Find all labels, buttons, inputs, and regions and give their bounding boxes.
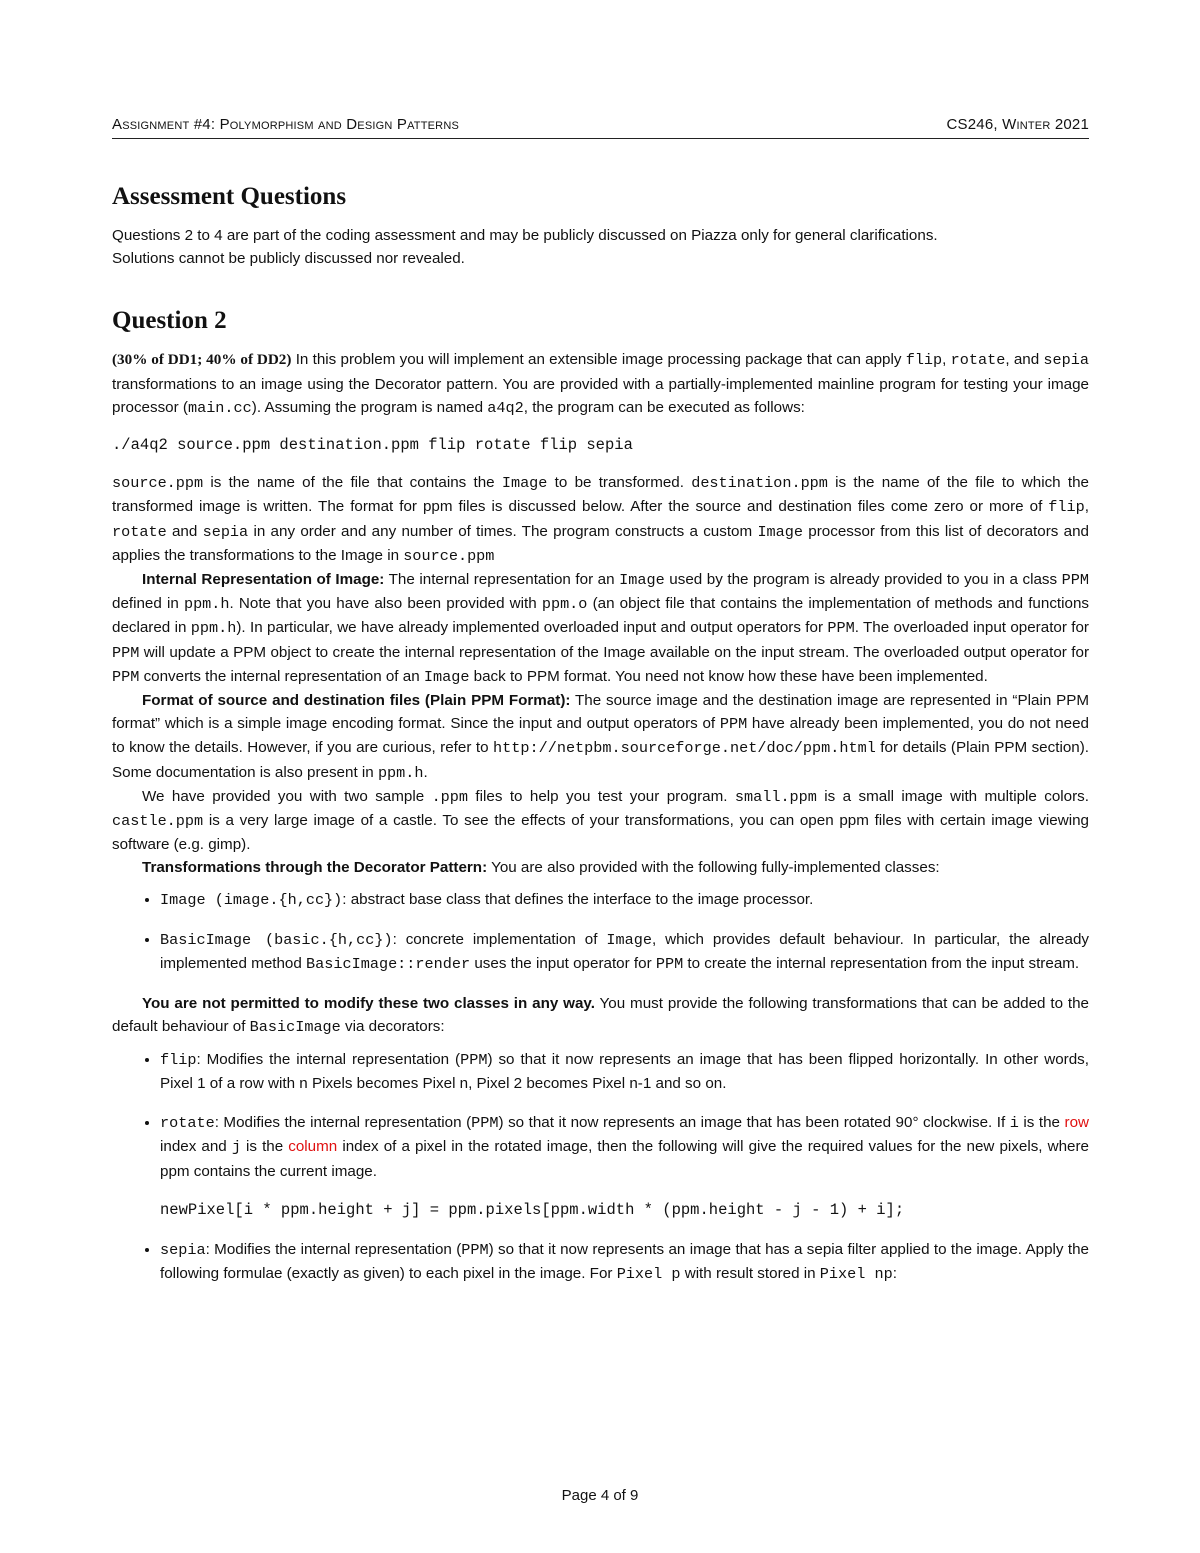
weight-label: (30% of DD1; 40% of DD2) [112, 351, 292, 369]
rotate-formula: newPixel[i * ppm.height + j] = ppm.pixels[ppm.width * (ppm.height - j - 1) + i]; [160, 1200, 905, 1219]
command-example: ./a4q2 source.ppm destination.ppm flip rotate flip sepia [112, 436, 633, 455]
page-number: Page 4 of 9 [561, 1487, 639, 1504]
decorator-pattern-paragraph: Transformations through the Decorator Pattern: You are also provided with the following fully-implemented classes: [142, 859, 940, 877]
list-item: • Image (image.{h,cc}): abstract base class that defines the interface to the image processor. [160, 888, 1089, 912]
list-item: • flip: Modifies the internal representation (PPM) so that it now represents an image that has been flipped horizontally. In other words, Pixel 1 of a row with n Pixels becomes Pixel n, Pixel 2 becomes Pixel n-1 and so on. [160, 1048, 1089, 1095]
list-item: • BasicImage (basic.{h,cc}): concrete implementation of Image, which provides default behaviour. In particular, the already implemented method BasicImage::render uses the input operator for PPM to create the internal representation from the input stream. [160, 928, 1089, 976]
sample-files-paragraph: We have provided you with two sample .ppm files to help you test your program. small.ppm is a small image with multiple colors. castle.ppm is a very large image of a castle. To see the effects of your transformations, you can open ppm files with certain image viewing software (e.g. gimp). [112, 787, 1089, 854]
assessment-intro: Questions 2 to 4 are part of the coding assessment and may be publicly discussed on Piazza only for general clarifications. Solutions cannot be publicly discussed nor revealed. [112, 227, 938, 268]
question-intro-paragraph: (30% of DD1; 40% of DD2) In this problem you will implement an extensible image processing package that can apply flip, rotate, and sepia transformations to an image using the Decorator pattern. You are provided with a partially-implemented mainline program for testing your image processor (main.cc). Assuming the program is named a4q2, the program can be executed as follows: [112, 351, 1089, 417]
restriction-paragraph: You are not permitted to modify these two classes in any way. You must provide the following transformations that can be added to the default behaviour of BasicImage via decorators: [112, 995, 1089, 1037]
page-body [112, 180, 1089, 1302]
header-assignment-title: Assignment #4: Polymorphism and Design Patterns [112, 116, 459, 133]
program-description-paragraph: source.ppm is the name of the file that contains the Image to be transformed. destination.ppm is the name of the file to which the transformed image is written. The format for ppm files is discussed below. After the source and destination files come zero or more of flip, rotate and sepia in any order and any number of times. The program constructs a custom Image processor from this list of decorators and applies the transformations to the Image in source.ppm [112, 474, 1089, 565]
internal-representation-paragraph: Internal Representation of Image: The internal representation for an Image used by the program is already provided to you in a class PPM defined in ppm.h. Note that you have also been provided with ppm.o (an object file that contains the implementation of methods and functions declared in ppm.h). In particular, we have already implemented overloaded input and output operators for PPM. The overloaded input operator for PPM will update a PPM object to create the internal representation of the Image available on the input stream. The overloaded output operator for PPM converts the internal representation of an Image back to PPM format. You need not know how these have been implemented. [112, 571, 1089, 686]
provided-classes-list [112, 888, 1089, 977]
list-item: • rotate: Modifies the internal representation (PPM) so that it now represents an image that has been rotated 90° clockwise. If i is the row index and j is the column index of a pixel in the rotated image, then the following will give the required values for the new pixels, where ppm contains the current image. newPixel[i * ppm.height + j] = ppm.pixels[ppm.width * (ppm.height - j - 1) + i]; [160, 1111, 1089, 1222]
header-course: CS246, Winter 2021 [946, 116, 1089, 133]
running-header [112, 116, 1089, 139]
row-highlight: row [1064, 1114, 1089, 1132]
transformations-list [112, 1048, 1089, 1287]
question-heading: Question 2 [112, 307, 227, 335]
list-item: • sepia: Modifies the internal representation (PPM) so that it now represents an image that has a sepia filter applied to the image. Apply the following formulae (exactly as given) to each pixel in the image. For Pixel p with result stored in Pixel np: [160, 1238, 1089, 1286]
column-highlight: column [288, 1138, 338, 1156]
assessment-heading: Assessment Questions [112, 183, 347, 210]
netpbm-link[interactable]: http://netpbm.sourceforge.net/doc/ppm.html [493, 739, 876, 758]
file-format-paragraph: Format of source and destination files (Plain PPM Format): The source image and the destination image are represented in “Plain PPM format” which is a simple image encoding format. Since the input and output operators of PPM have already been implemented, you do not need to know the details. However, if you are curious, refer to http://netpbm.sourceforge.net/doc/ppm.html for details (Plain PPM section). Some documentation is also present in ppm.h. [112, 692, 1089, 782]
